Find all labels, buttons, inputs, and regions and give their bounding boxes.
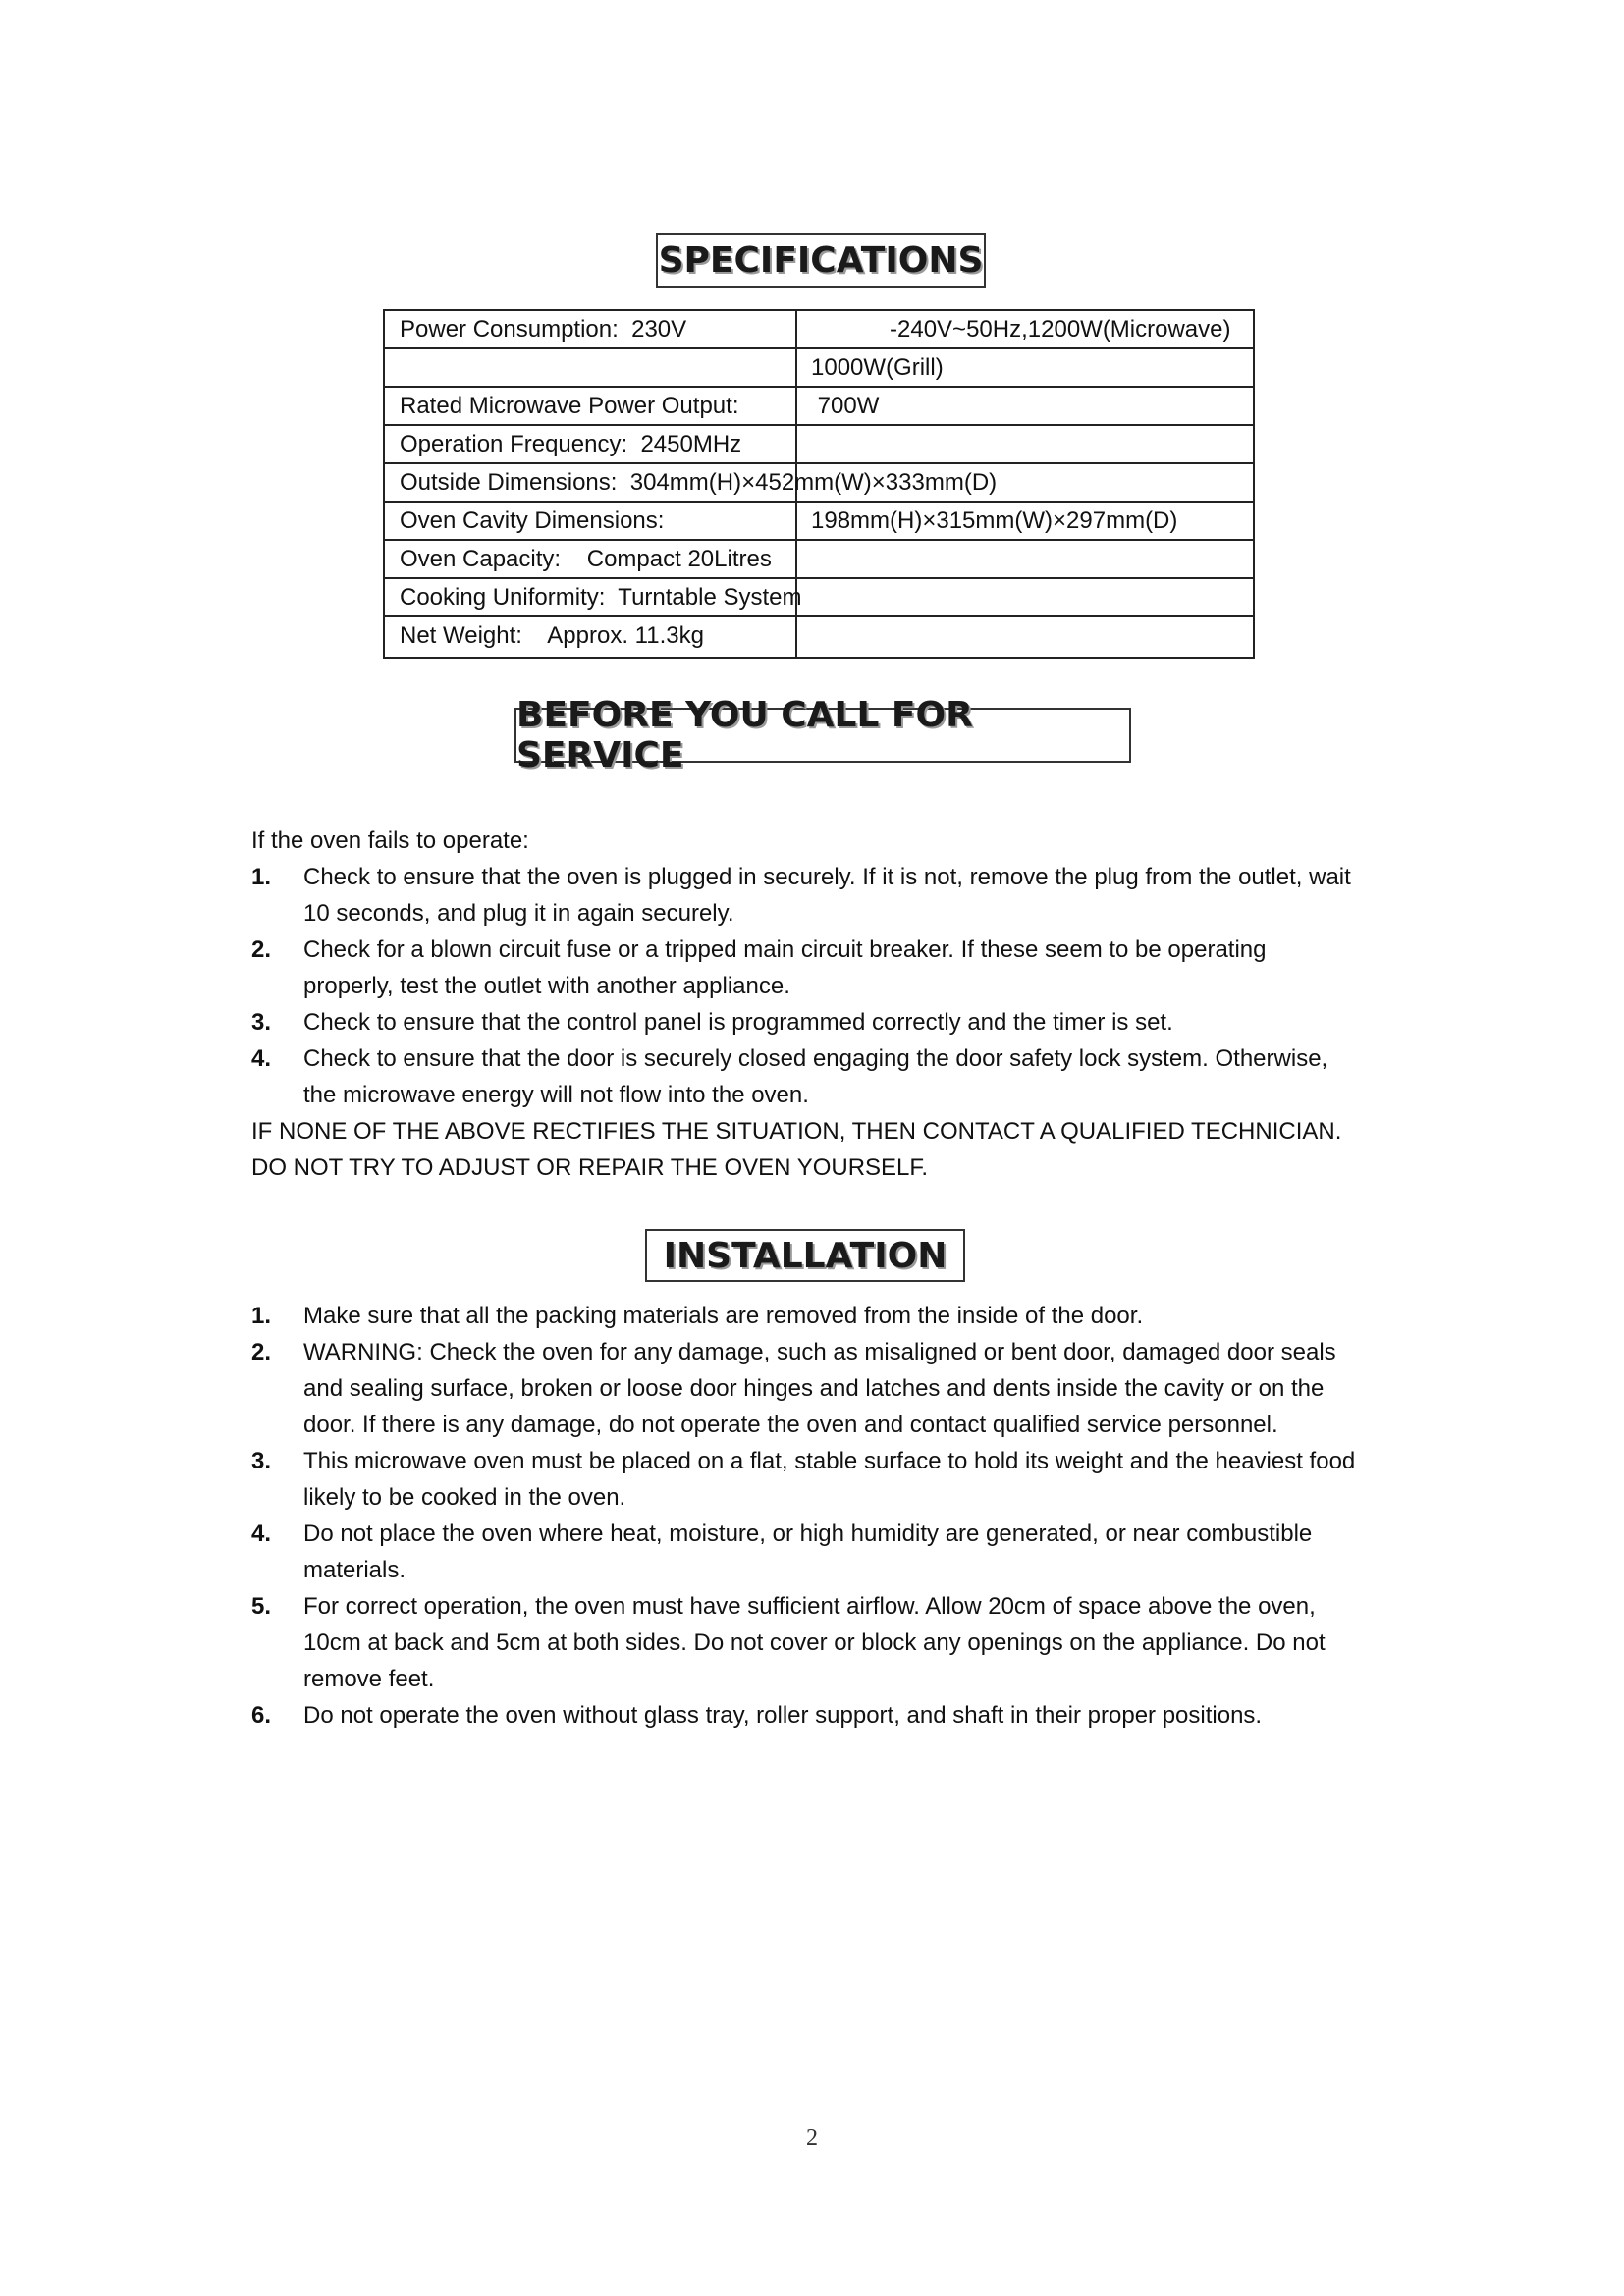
spec-label: Rated Microwave Power Output: [400, 393, 739, 419]
table-row [385, 464, 1253, 503]
table-row [385, 579, 1253, 617]
table-row [385, 388, 1253, 426]
list-number: 3. [251, 1009, 272, 1036]
spec-value: -240V~50Hz,1200W(Microwave) [811, 316, 1231, 343]
table-row [385, 311, 1253, 349]
list-text: and sealing surface, broken or loose door hinges and latches and dents inside the cavity or on the [303, 1375, 1325, 1402]
notice-line: DO NOT TRY TO ADJUST OR REPAIR THE OVEN YOURSELF. [251, 1154, 929, 1181]
spec-value: 700W [811, 393, 880, 419]
list-text: Check for a blown circuit fuse or a tripped main circuit breaker. If these seem to be operating [303, 936, 1267, 963]
list-text: materials. [303, 1557, 406, 1583]
list-number: 4. [251, 1045, 272, 1072]
list-text: door. If there is any damage, do not operate the oven and contact qualified service personnel. [303, 1412, 1278, 1438]
list-number: 1. [251, 864, 272, 890]
installation-heading: INSTALLATION [645, 1229, 965, 1282]
list-text: Check to ensure that the oven is plugged in securely. If it is not, remove the plug from the outlet, wait [303, 864, 1351, 890]
list-number: 2. [251, 1339, 272, 1365]
list-text: Check to ensure that the door is securely closed engaging the door safety lock system. Otherwise, [303, 1045, 1328, 1072]
spec-label: Net Weight: Approx. 11.3kg [400, 622, 704, 649]
list-text: WARNING: Check the oven for any damage, such as misaligned or bent door, damaged door seals [303, 1339, 1336, 1365]
page-number: 2 [806, 2125, 818, 2151]
spec-label: Operation Frequency: 2450MHz [400, 431, 742, 457]
list-text: Make sure that all the packing materials are removed from the inside of the door. [303, 1303, 1144, 1329]
list-text: Do not operate the oven without glass tray, roller support, and shaft in their proper positions. [303, 1702, 1263, 1729]
list-text: 10cm at back and 5cm at both sides. Do not cover or block any openings on the appliance. Do not [303, 1629, 1326, 1656]
list-number: 4. [251, 1521, 272, 1547]
table-row [385, 617, 1253, 656]
notice-line: IF NONE OF THE ABOVE RECTIFIES THE SITUATION, THEN CONTACT A QUALIFIED TECHNICIAN. [251, 1118, 1342, 1145]
list-number: 3. [251, 1448, 272, 1474]
spec-label: Oven Capacity: Compact 20Litres [400, 546, 772, 572]
spec-label: Outside Dimensions: 304mm(H)×452mm(W)×333mm(D) [400, 469, 998, 496]
list-text: remove feet. [303, 1666, 435, 1692]
list-text: likely to be cooked in the oven. [303, 1484, 626, 1511]
list-text: For correct operation, the oven must have sufficient airflow. Allow 20cm of space above the oven, [303, 1593, 1316, 1620]
list-number: 6. [251, 1702, 272, 1729]
table-row [385, 541, 1253, 579]
list-number: 1. [251, 1303, 272, 1329]
list-text: This microwave oven must be placed on a flat, stable surface to hold its weight and the heaviest food [303, 1448, 1356, 1474]
spec-label: Power Consumption: 230V [400, 316, 687, 343]
spec-value: 198mm(H)×315mm(W)×297mm(D) [811, 507, 1178, 534]
list-text: Do not place the oven where heat, moisture, or high humidity are generated, or near combustible [303, 1521, 1313, 1547]
list-number: 2. [251, 936, 272, 963]
table-row [385, 349, 1253, 388]
list-text: properly, test the outlet with another appliance. [303, 973, 790, 999]
list-number: 5. [251, 1593, 272, 1620]
list-text: the microwave energy will not flow into the oven. [303, 1082, 809, 1108]
service-intro: If the oven fails to operate: [251, 828, 529, 854]
table-row [385, 503, 1253, 541]
spec-label: Oven Cavity Dimensions: [400, 507, 665, 534]
spec-label: Cooking Uniformity: Turntable System [400, 584, 802, 611]
spec-value: 1000W(Grill) [811, 354, 944, 381]
list-text: Check to ensure that the control panel is programmed correctly and the timer is set. [303, 1009, 1173, 1036]
specifications-table [383, 309, 1255, 659]
specifications-heading: SPECIFICATIONS [656, 233, 986, 288]
table-row [385, 426, 1253, 464]
list-text: 10 seconds, and plug it in again securely. [303, 900, 734, 927]
service-heading: BEFORE YOU CALL FOR SERVICE [514, 708, 1131, 763]
service-notice [251, 1113, 1341, 1186]
